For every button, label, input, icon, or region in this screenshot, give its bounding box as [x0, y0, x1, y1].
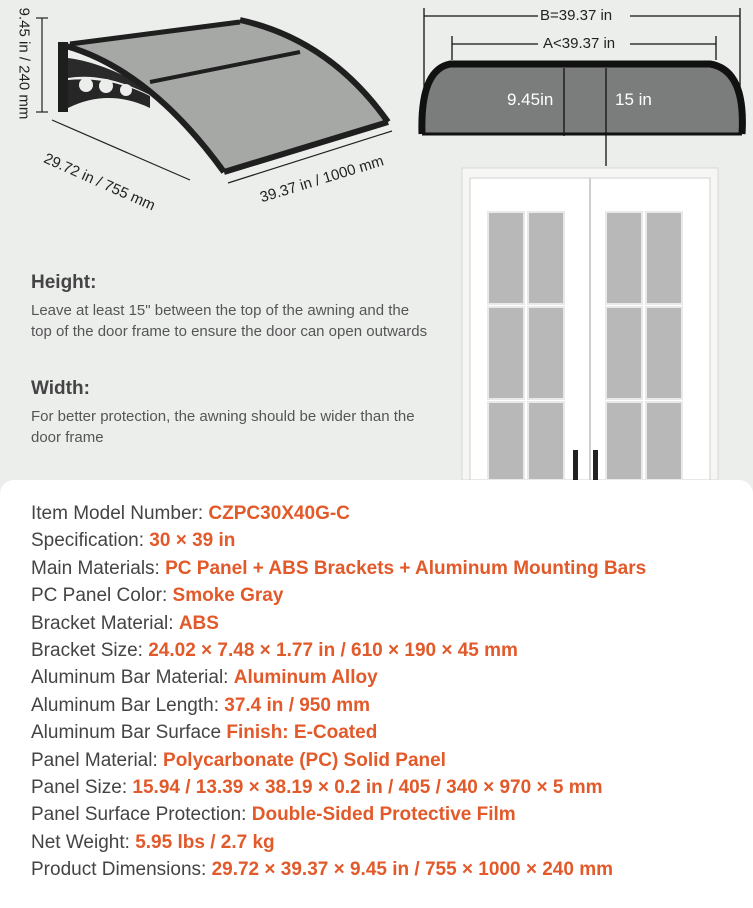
door-installation-illustration [410, 0, 753, 480]
spec-value: PC Panel + ABS Brackets + Aluminum Mounting Bars [165, 557, 647, 579]
spec-key: Specification: [31, 530, 150, 552]
b-width-label: B=39.37 in [540, 7, 613, 24]
awning-front-view [422, 64, 743, 134]
spec-value: Aluminum Alloy [233, 667, 378, 689]
spec-value: 24.02 × 7.48 × 1.77 in / 610 × 190 × 45 mm [148, 640, 518, 662]
height-dimension-label: 9.45 in / 240 mm [15, 7, 33, 120]
depth-dimension-label: 29.72 in / 755 mm [41, 150, 158, 215]
spec-value: Polycarbonate (PC) Solid Panel [163, 749, 446, 771]
door-illustration [462, 168, 718, 480]
spec-key: Aluminum Bar Surface [31, 722, 227, 744]
spec-item [31, 692, 646, 719]
spec-item [31, 829, 646, 856]
spec-key: Panel Material: [31, 749, 164, 771]
spec-item [31, 801, 646, 828]
spec-key: Aluminum Bar Material: [31, 667, 234, 689]
spec-item [31, 664, 646, 691]
spec-value: ABS [178, 612, 219, 634]
spec-item [31, 774, 646, 801]
height-body: Leave at least 15" between the top of the awning and the top of the door frame to ensure the door can open outwards [31, 302, 428, 340]
width-section [31, 378, 431, 448]
spec-card [0, 480, 753, 908]
spec-item [31, 527, 646, 554]
spec-value: 37.4 in / 950 mm [224, 694, 371, 716]
spec-key: PC Panel Color: [31, 585, 173, 607]
clearance-label: 15 in [615, 90, 652, 109]
spec-key: Bracket Material: [31, 612, 179, 634]
spec-key: Aluminum Bar Length: [31, 694, 225, 716]
spec-key: Main Materials: [31, 557, 166, 579]
spec-value: CZPC30X40G-C [208, 503, 350, 524]
spec-key: Net Weight: [31, 831, 136, 853]
spec-item [31, 637, 646, 664]
width-dimension-label: 39.37 in / 1000 mm [258, 152, 386, 207]
spec-item [31, 747, 646, 774]
spec-item [31, 582, 646, 609]
height-title: Height: [31, 272, 97, 293]
spec-value: 29.72 × 39.37 × 9.45 in / 755 × 1000 × 240 mm [211, 859, 613, 881]
spec-list [31, 500, 646, 884]
awning-product-illustration [0, 0, 420, 210]
spec-value: Finish: E-Coated [226, 722, 378, 744]
spec-value: 30 × 39 in [149, 530, 236, 552]
spec-value: 15.94 / 13.39 × 38.19 × 0.2 in / 405 / 340 × 970 × 5 mm [132, 777, 603, 799]
spec-value: Smoke Gray [172, 585, 284, 607]
a-width-label: A<39.37 in [543, 35, 616, 52]
height-section [31, 272, 431, 342]
width-title: Width: [31, 378, 90, 399]
spec-value: Double-Sided Protective Film [251, 804, 516, 826]
spec-item [31, 555, 646, 582]
spec-item [31, 500, 646, 527]
spec-value: 5.95 lbs / 2.7 kg [135, 831, 275, 853]
spec-item [31, 719, 646, 746]
width-body: For better protection, the awning should be wider than the door frame [31, 408, 415, 446]
spec-item [31, 610, 646, 637]
spec-key: Bracket Size: [31, 640, 149, 662]
spec-item [31, 856, 646, 883]
front-height-label: 9.45in [507, 90, 554, 109]
spec-key: Product Dimensions: [31, 859, 212, 881]
spec-key: Panel Size: [31, 777, 133, 799]
spec-key: Item Model Number: [31, 503, 209, 524]
spec-key: Panel Surface Protection: [31, 804, 252, 826]
